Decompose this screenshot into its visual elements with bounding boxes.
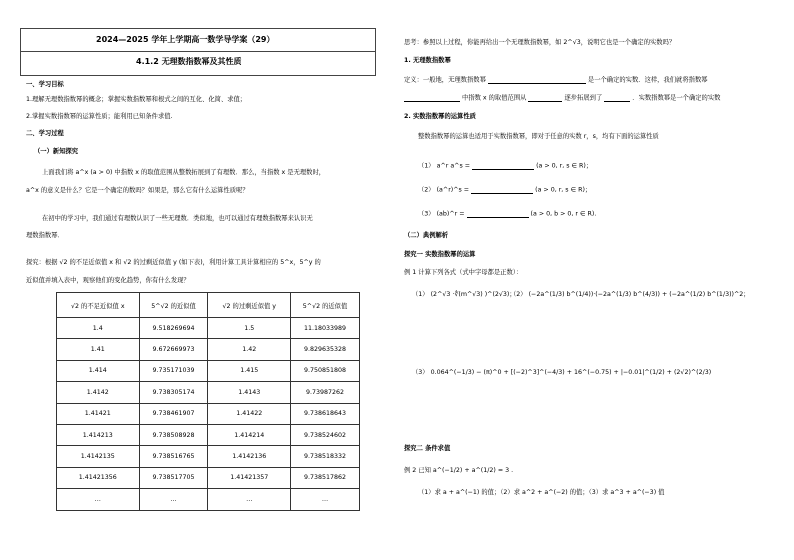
def-part-b: 是一个确定的实数．这样，我们就将指数幂 xyxy=(587,76,708,84)
heading-properties: 2. 实数指数幂的运算性质 xyxy=(404,113,476,120)
table-cell: 1.4143 xyxy=(208,382,291,403)
page-title: 2024—2025 学年上学期高一数学导学案（29） xyxy=(96,35,275,44)
rule-3 xyxy=(418,210,596,218)
table-cell: 1.41421357 xyxy=(208,467,291,488)
goal-1: 1.理解无理数指数幂的概念；掌握实数指数幂和根式之间的互化、化简、求值； xyxy=(26,96,247,103)
example-1: 例 1 计算下列各式（式中字母都是正数）： xyxy=(404,269,523,276)
example-1-part-1: （1） (2^√3 ·∜(m^√3) )^(2√3)； xyxy=(412,291,516,298)
table-row xyxy=(57,382,360,403)
blank-1[interactable] xyxy=(488,76,586,84)
table-cell: 9.735171039 xyxy=(139,360,208,381)
table-cell: 1.41421 xyxy=(57,403,140,424)
rule-3-blank[interactable] xyxy=(467,210,529,218)
table-cell: 9.738517862 xyxy=(291,467,360,488)
example-1-part-2: （2） (−2a^(1/3) b^(1/4))·(−2a^(1/3) b^(4/3)) + (−2a^(1/2) b^(1/3))^2； xyxy=(510,291,750,298)
think-question: 思考：参照以上过程，你能再给出一个无理数指数幂，如 2^√3，说明它也是一个确定的实数吗？ xyxy=(404,39,676,46)
table-row xyxy=(57,424,360,445)
table-row xyxy=(57,446,360,467)
table-row xyxy=(57,339,360,360)
table-cell: 9.738508928 xyxy=(139,424,208,445)
table-cell: 9.738518332 xyxy=(291,446,360,467)
table-cell: 1.414213 xyxy=(57,424,140,445)
table-cell: … xyxy=(291,489,360,510)
table-cell: 1.41 xyxy=(57,339,140,360)
rule-1-blank[interactable] xyxy=(472,162,534,170)
rule-1-condition: (a > 0, r, s ∈ R)； xyxy=(536,162,593,170)
table-cell: 9.518269694 xyxy=(139,318,208,339)
example-2-questions: （1）求 a + a^(−1) 的值；（2）求 a^2 + a^(−2) 的值；（3）求 a^3 + a^(−3) 值 xyxy=(418,489,665,496)
table-cell: 1.4142 xyxy=(57,382,140,403)
table-row xyxy=(57,489,360,510)
heading-irrational-power: 1. 无理数指数幂 xyxy=(404,57,451,64)
explore-2-heading: 探究二 条件求值 xyxy=(404,445,451,452)
blank-3[interactable] xyxy=(528,94,562,102)
table-cell: 9.738516765 xyxy=(139,446,208,467)
table-cell: 9.738618643 xyxy=(291,403,360,424)
def-part-a: 定义：一般地，无理数指数幂 xyxy=(404,76,486,84)
goal-2: 2.掌握实数指数幂的运算性质；能利用已知条件求值. xyxy=(26,113,173,120)
rule-1-lhs: （1） a^r a^s = xyxy=(418,162,471,170)
table-row xyxy=(57,467,360,488)
table-cell: 9.738517705 xyxy=(139,467,208,488)
section-goals: 一、学习目标 xyxy=(26,81,64,88)
table-cell: 1.41421356 xyxy=(57,467,140,488)
table-row xyxy=(57,403,360,424)
rule-2 xyxy=(418,186,591,194)
blank-4[interactable] xyxy=(604,94,630,102)
table-cell: 1.4 xyxy=(57,318,140,339)
lesson-subtitle: 4.1.2 无理数指数幂及其性质 xyxy=(136,57,242,66)
properties-intro: 整数指数幂的运算也适用于实数指数幂，即对于任意的实数 r，s，均有下面的运算性质 xyxy=(418,133,659,140)
header-y: √2 的过剩近似值 y xyxy=(208,293,291,318)
example-2: 例 2 已知 a^(−1/2) + a^(1/2) = 3 . xyxy=(404,467,514,474)
rule-1 xyxy=(418,162,592,170)
table-row xyxy=(57,318,360,339)
subsection-new-knowledge: （一）新知探究 xyxy=(34,148,79,155)
rule-3-lhs: （3） (ab)^r = xyxy=(418,210,465,218)
table-cell: … xyxy=(57,489,140,510)
table-cell: 9.829635328 xyxy=(291,339,360,360)
def-part-e: ．实数指数幂是一个确定的实数 xyxy=(632,94,721,102)
paragraph-3a: 探究：根据 √2 的不足近似值 x 和 √2 的过剩近似值 y (如下表)，利用计算工具计算相应的 5^x，5^y 的 xyxy=(26,259,321,266)
table-row xyxy=(57,360,360,381)
rule-2-blank[interactable] xyxy=(471,186,533,194)
table-cell: 1.4142136 xyxy=(208,446,291,467)
blank-2[interactable] xyxy=(404,94,460,102)
table-cell: 9.750851808 xyxy=(291,360,360,381)
paragraph-2a: 在初中的学习中，我们通过有理数认识了一些无理数．类似地，也可以通过有理数指数幂来认识无 xyxy=(42,215,313,222)
subsection-examples: （二）典例解析 xyxy=(404,232,449,239)
table-cell: 1.414 xyxy=(57,360,140,381)
table-cell: 9.738305174 xyxy=(139,382,208,403)
table-cell: 9.73987262 xyxy=(291,382,360,403)
table-cell: … xyxy=(139,489,208,510)
table-body xyxy=(57,318,360,511)
approximation-table xyxy=(56,292,360,511)
table-header-row xyxy=(57,293,360,318)
table-cell: 1.414214 xyxy=(208,424,291,445)
table-cell: 1.42 xyxy=(208,339,291,360)
table-cell: 1.4142135 xyxy=(57,446,140,467)
section-process: 二、学习过程 xyxy=(26,130,64,137)
header-x: √2 的不足近似值 x xyxy=(57,293,140,318)
rule-2-lhs: （2） (a^r)^s = xyxy=(418,186,470,194)
table-cell: 9.672669973 xyxy=(139,339,208,360)
header-divider xyxy=(21,51,375,52)
table-cell: 11.18033989 xyxy=(291,318,360,339)
explore-1-heading: 探究一 实数指数幂的运算 xyxy=(404,251,476,258)
table-cell: 1.41422 xyxy=(208,403,291,424)
rule-3-condition: (a > 0, b > 0, r ∈ R). xyxy=(530,210,597,218)
example-1-part-3: （3） 0.064^(−1/3) − (π)^0 + [(−2)^3]^(−4/3) + 16^(−0.75) + |−0.01|^(1/2) + (2√2)^(2/3) xyxy=(412,369,712,376)
definition-line-2 xyxy=(404,94,720,102)
table-cell: 1.5 xyxy=(208,318,291,339)
definition-line-1 xyxy=(404,76,708,84)
def-part-c: 中指数 x 的取值范围从 xyxy=(462,94,527,102)
paragraph-1b: a^x 的意义是什么？它是一个确定的数吗？如果是，那么它有什么运算性质呢？ xyxy=(26,187,249,194)
def-part-d: 逐步拓展到了 xyxy=(564,94,603,102)
table-cell: … xyxy=(208,489,291,510)
header-5y: 5^√2 的近似值 xyxy=(291,293,360,318)
table-cell: 9.738461907 xyxy=(139,403,208,424)
paragraph-1a: 上面我们将 a^x (a > 0) 中指数 x 的取值范围从整数拓展到了有理数．那么，当指数 x 是无理数时， xyxy=(42,169,326,176)
table-cell: 1.415 xyxy=(208,360,291,381)
paragraph-3b: 近似值并填入表中，观察他们的变化趋势，你有什么发现？ xyxy=(26,277,190,284)
rule-2-condition: (a > 0, r, s ∈ R)； xyxy=(535,186,592,194)
paragraph-2b: 理数指数幂． xyxy=(26,232,64,239)
table-cell: 9.738524602 xyxy=(291,424,360,445)
header-5x: 5^√2 的近似值 xyxy=(139,293,208,318)
